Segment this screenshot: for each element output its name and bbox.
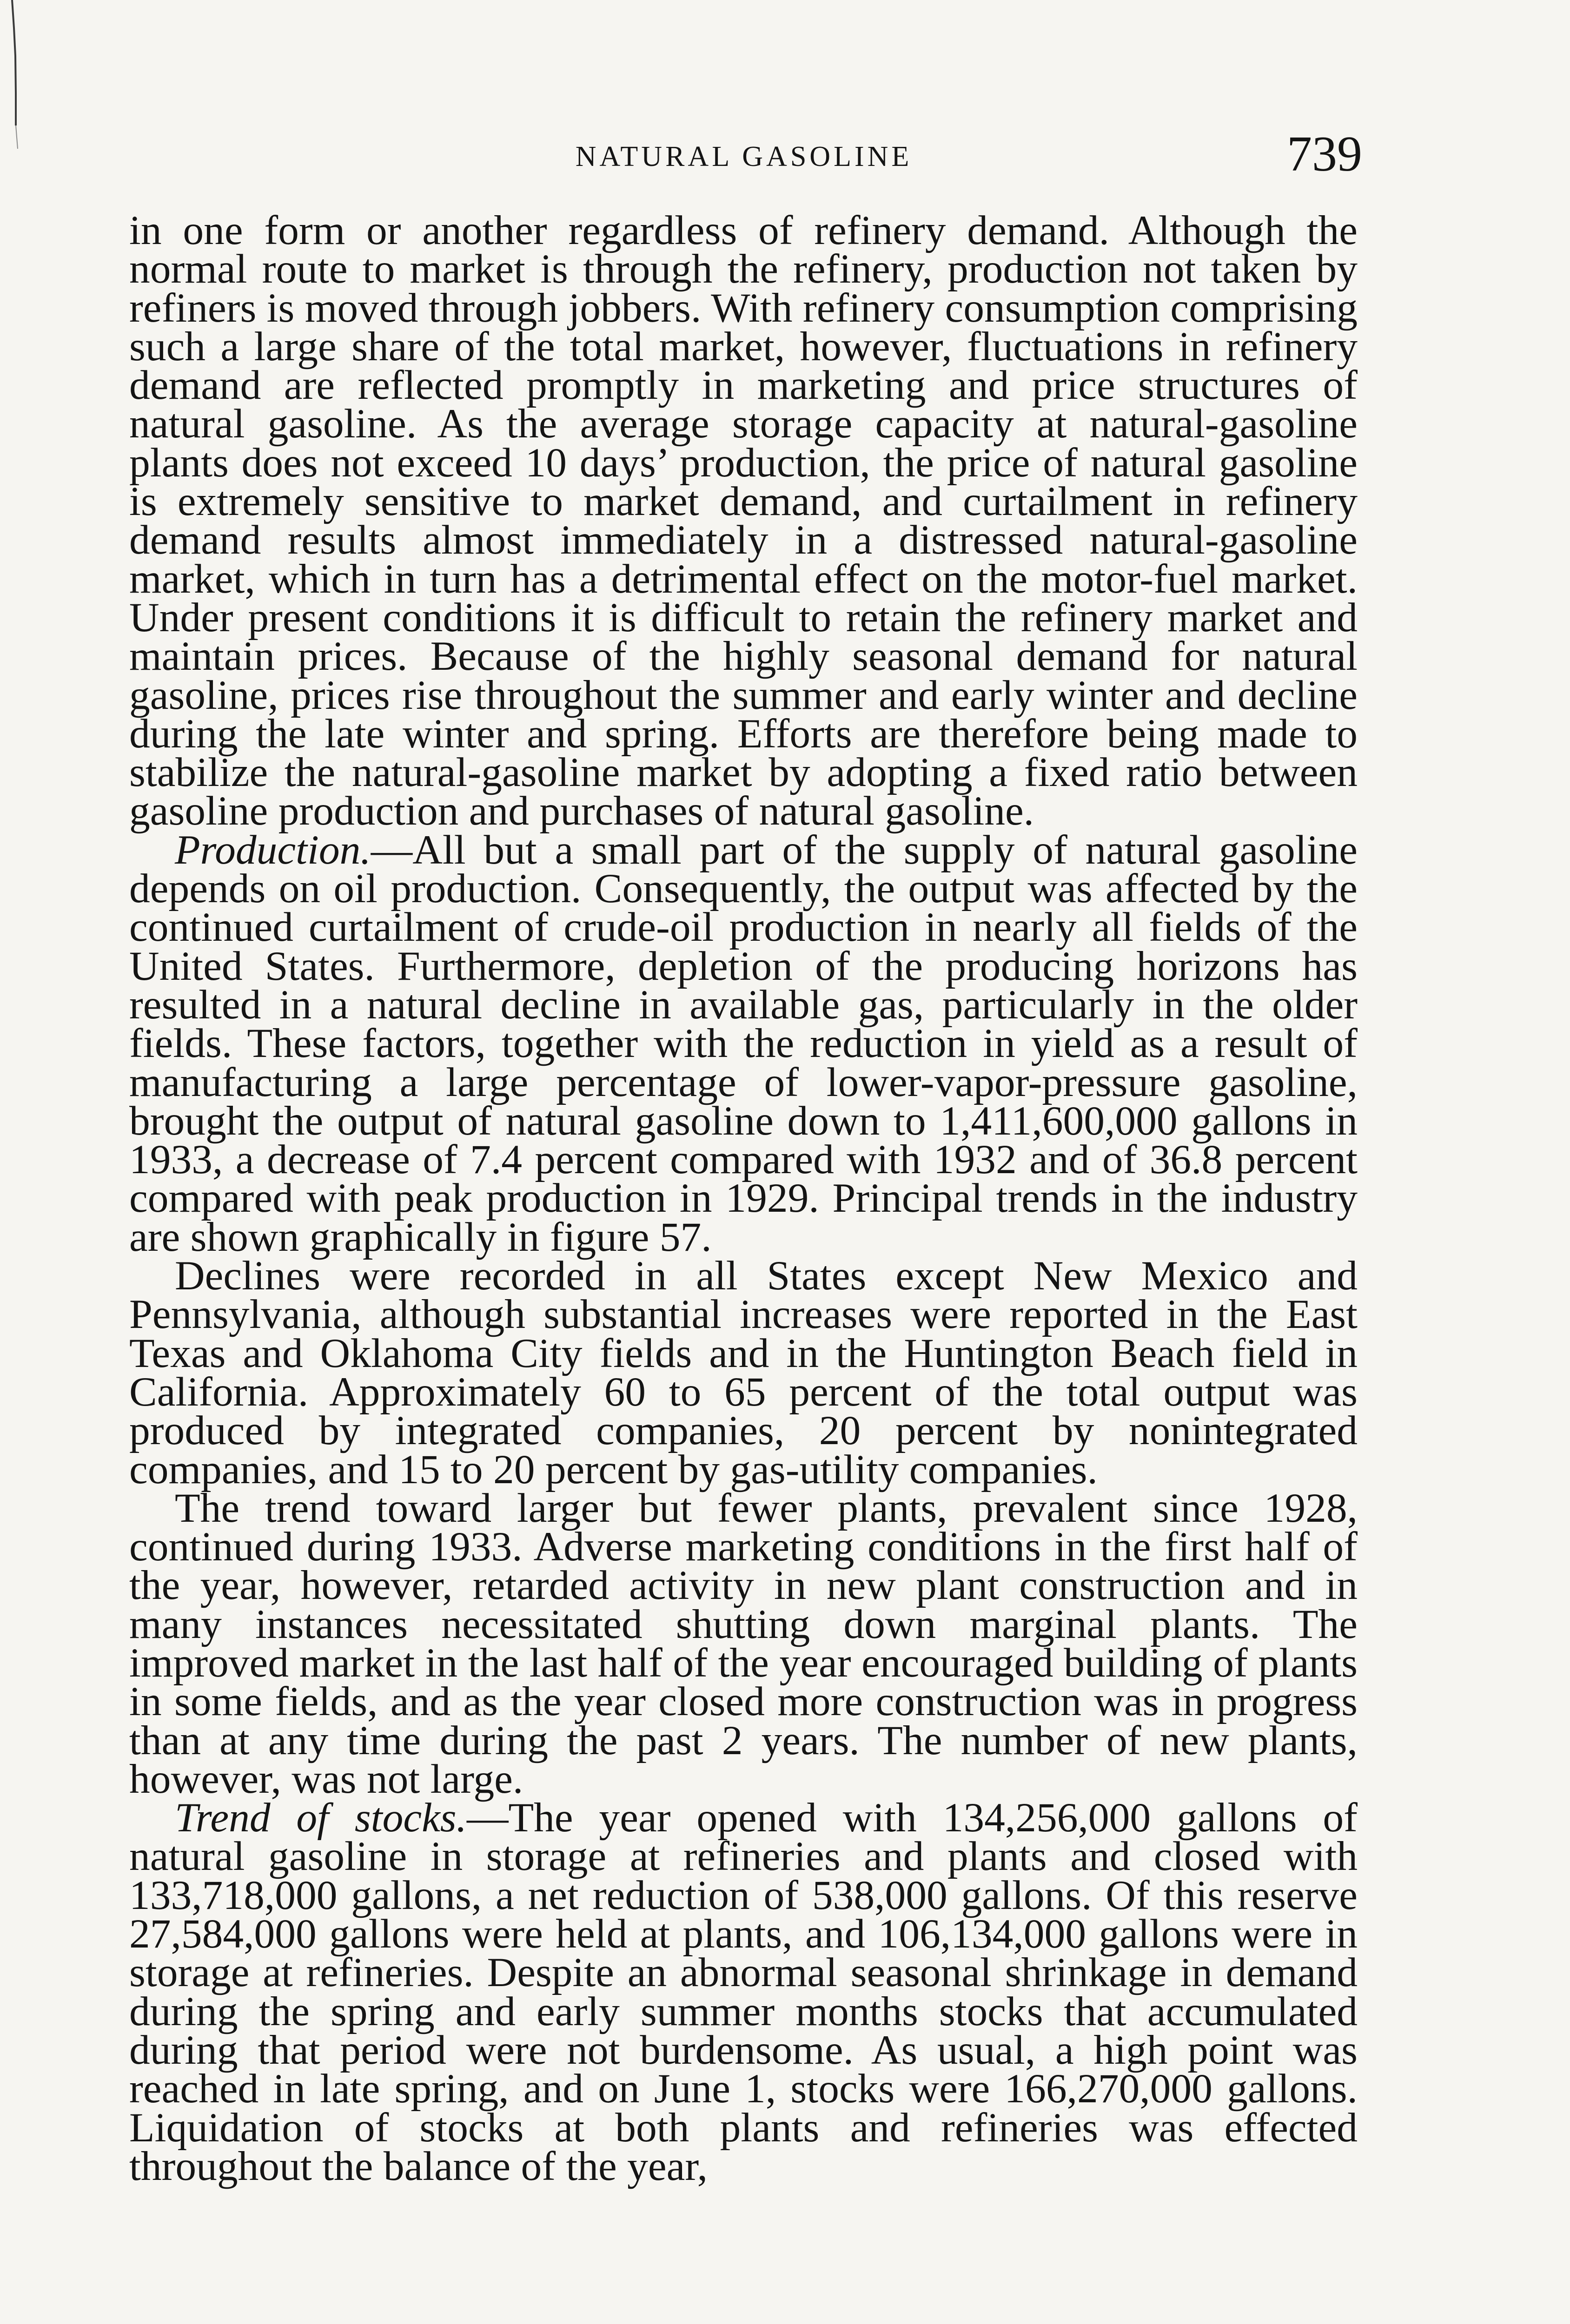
stocks-heading: Trend of stocks. (175, 1795, 467, 1841)
paragraph-production (129, 826, 1358, 1260)
stocks-text: —The year opened with 134,256,000 gallons of natural gasoline in storage at refineries and plants and closed with 133,718,000 gallons, a net reduction of 538,000 gallons. Of this reserve 27,584,000 gallons were held at plants, and 106,134,000 gallons were in storage at refineries. Despite an abnormal seasonal shrinkage in demand during the spring and early summer months stocks that accumulated during that period were not burdensome. As usual, a high point was reached in late spring, and on June 1, stocks were 166,270,000 gallons. Liquidation of stocks at both plants and refineries was effected throughout the balance of the year, (129, 1795, 1358, 2189)
running-title: NATURAL GASOLINE (575, 141, 913, 172)
paragraph-refinery-demand: in one form or another regardless of refinery demand. Although the normal route to market is through the refinery, production not taken by refiners is moved through jobbers. With refinery consumption comprising such a large share of the total market, however, fluctuations in refinery demand are reflected promptly in marketing and price structures of natural gasoline. As the average storage capacity at natural-gasoline plants does not exceed 10 days’ production, the price of natural gasoline is extremely sensitive to market demand, and curtailment in refinery demand results almost immediately in a distressed natural-gasoline market, which in turn has a detrimental effect on the motor-fuel market. Under present conditions it is difficult to retain the refinery market and maintain prices. Because of the highly seasonal demand for natural gasoline, prices rise throughout the summer and early winter and decline during the late winter and spring. Efforts are therefore being made to stabilize the natural-gasoline market by adopting a fixed ratio between gasoline production and purchases of natural gasoline. (129, 207, 1358, 834)
page-header (126, 122, 1362, 182)
paragraph-plant-trend: The trend toward larger but fewer plants, prevalent since 1928, continued during 1933. Adverse marketing conditions in the first half of the year, however, retarded activity in new plant construction and in many instances necessitated shutting down marginal plants. The improved market in the last half of the year encouraged building of plants in some fields, and as the year closed more construction was in progress than at any time during the past 2 years. The number of new plants, however, was not large. (129, 1485, 1358, 1802)
paragraph-declines: Declines were recorded in all States except New Mexico and Pennsylvania, although substantial increases were reported in the East Texas and Oklahoma City fields and in the Huntington Beach field in California. Approximately 60 to 65 percent of the total output was produced by integrated companies, 20 percent by nonintegrated companies, and 15 to 20 percent by gas-utility companies. (129, 1253, 1358, 1492)
page-number: 739 (1287, 126, 1362, 182)
body-text (129, 207, 1358, 2189)
production-heading: Production. (175, 826, 371, 873)
production-text: —All but a small part of the supply of natural gasoline depends on oil production. Consequently, the output was affected by the continued curtailment of crude-oil production in nearly all fields of the United States. Furthermore, depletion of the producing horizons has resulted in a natural decline in available gas, particularly in the older fields. These factors, together with the reduction in yield as a result of manufacturing a large percentage of lower-vapor-pressure gasoline, brought the output of natural gasoline down to 1,411,600,000 gallons in 1933, a decrease of 7.4 percent compared with 1932 and of 36.8 percent compared with peak production in 1929. Principal trends in the industry are shown graphically in figure 57. (129, 826, 1358, 1260)
paragraph-stocks (129, 1795, 1358, 2189)
